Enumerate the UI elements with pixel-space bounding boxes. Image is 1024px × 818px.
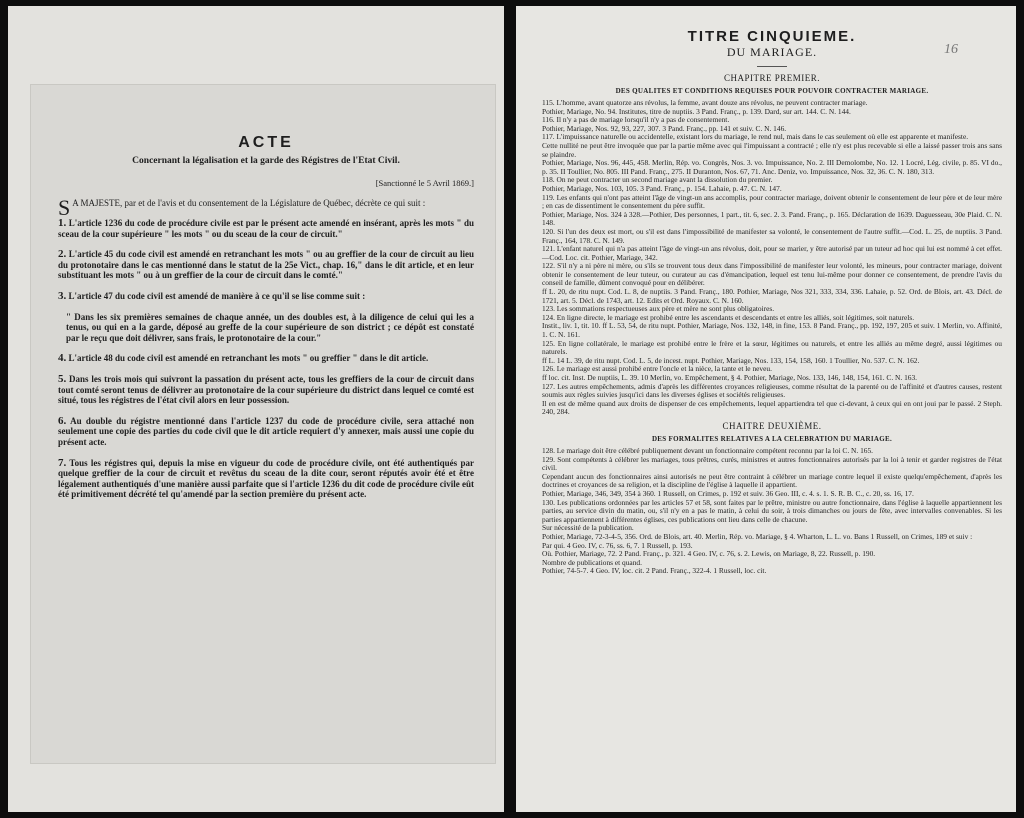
article-number: 5. (58, 372, 67, 385)
article-text: L'article 48 du code civil est amendé en retranchant les mots " ou greffier " dans le dit article. (68, 353, 429, 364)
article-number: 6. (58, 414, 67, 427)
paragraph: Pothier, Mariage, 346, 349, 354 à 360. 1 Russell, on Crimes, p. 192 et suiv. 36 Geo. III, c. 4. s. 1. S. R. B. C., c. 20, ss. 16, 17. (542, 488, 914, 498)
articles-group-1 (58, 218, 474, 302)
paragraph: 125. En ligne collatérale, le mariage est prohibé entre le frère et la sœur, légitimes ou naturels, et entre les alliés au même degré, aussi légitimes ou naturels. (542, 338, 1002, 357)
article-text: Au double du régistre mentionné dans l'article 1237 du code de procédure civile, sera attaché non seulement une copie des parties du code civil que le dit article requiert d'y annexer, mais aussi une copie du présent acte. (58, 415, 474, 447)
paragraph: 126. Le mariage est aussi prohibé entre l'oncle et la nièce, la tante et le neveu. (542, 364, 772, 374)
articles-group-2 (58, 353, 474, 500)
paragraph: 128. Le mariage doit être célébré publiquement devant un fonctionnaire compétent reconnu par la loi C. N. 165. (542, 445, 874, 455)
article (58, 416, 474, 448)
titre-subheading: DU MARIAGE. (726, 45, 818, 59)
paragraph: ff L. 14 L. 39, de ritu nupt. Cod. L. 5, de incest. nupt. Pothier, Mariage, Nos. 133, 154, 158, 160. 1 Toullier, No. 537. C. N. 162. (542, 355, 920, 365)
paragraph: Nombre de publications et quand. (542, 557, 642, 567)
paragraph: 116. Il n'y a pas de mariage lorsqu'il n'y a pas de consentement. (542, 115, 730, 125)
chapter-2-heading: CHAITRE DEUXIÈME. (722, 420, 822, 431)
paragraph: Pothier, 74-5-7. 4 Geo. IV, loc. cit. 2 Pand. Franç., 322-4. 1 Russell, loc. cit. (542, 566, 767, 576)
section-2-heading: DES FORMALITES RELATIVES A LA CELEBRATION DU MARIAGE. (651, 434, 893, 443)
article-3-quote: " Dans les six premières semaines de chaque année, un des doubles est, à la diligence de celui qui les a tenus, ou qui en a la garde, déposé au greffe de la cour supérieure de son district ; ce dépôt est constaté par le reçu que doit délivrer, sans frais, le protonotaire de la cour." (66, 311, 474, 343)
paragraph: Sur nécessité de la publication. (542, 523, 634, 533)
paragraph: Pothier, Mariage, Nos. 324 à 328.—Pothier, Des personnes, 1 part., tit. 6, sec. 2. 3. Pand. Franç., p. 165. Déclaration de 1639. Daguesseau, 30e Plaid. C. N. 148. (542, 209, 1002, 228)
sanction-date: [Sanctionné le 5 Avril 1869.] (375, 178, 474, 188)
chapter-1-heading: CHAPITRE PREMIER. (723, 73, 820, 83)
section-1-heading: DES QUALITES ET CONDITIONS REQUISES POUR POUVOIR CONTRACTER MARIAGE. (615, 87, 929, 95)
right-page (516, 6, 1016, 812)
article-number: 7. (58, 456, 67, 469)
paragraph: 123. Les sommations respectueuses aux père et mère ne sont plus obligatoires. (542, 304, 775, 314)
paragraph: 127. Les autres empêchements, admis d'après les différentes croyances religieuses, comme résultat de la parenté ou de l'affinité et d'autres causes, restent soumis aux règles suivies jusqu'ici dans les diverses églises et sociétés religieuses. (542, 381, 1002, 400)
titre-heading: TITRE CINQUIEME. (687, 28, 857, 45)
chapter-2-text (542, 447, 1002, 576)
left-page (8, 6, 504, 812)
divider (757, 66, 787, 67)
handwritten-page-number: 16 (944, 42, 958, 57)
paragraph: Cette nullité ne peut être invoquée que par la partie même avec qui l'impuissant a contracté ; elle n'y est plus recevable si elle a laissé passer trois ans sans se plaindre. (542, 140, 1002, 159)
article-number: 1. (58, 217, 67, 229)
article (58, 249, 474, 281)
paragraph: Par qui. 4 Geo. IV, c. 76, ss. 6, 7. 1 Russell, p. 193. (542, 540, 693, 550)
paragraph: Pothier, Mariage, Nos. 96, 445, 458. Merlin, Rép. vo. Congrès, Nos. 3. vo. Impuissance, No. 2. III Demolombe, No. 12. 1 Locré, Lég. civile, p. 85. VI do., p. 35. II Toullier, No. 805. III Pand. Franç., 275. II Duranton, Nos. 67, 71. Anc. Deniz, vo. Impuissance, Nos. 32, 36. C. N. 180, 313. (542, 158, 1002, 176)
article (58, 218, 474, 239)
article-number: 4. (58, 352, 67, 365)
article (58, 353, 474, 364)
paragraph: Il en est de même quand aux droits de dispenser de ces empêchements, lequel appartiendra tel que ci-devant, à ceux qui en ont joui par le passé. 2 Steph. 240, 284. (542, 398, 1002, 417)
paragraph: ff loc. cit. Inst. De nuptiis, L. 39. 10 Merlin, vo. Empêchement, § 4. Pothier, Mariage, Nos. 133, 146, 148, 154, 161. C. N. 163. (542, 373, 918, 382)
paragraph: 120. Si l'un des deux est mort, ou s'il est dans l'impossibilité de manifester sa volonté, le consentement de l'autre suffit.—Cod. L. 25, de nuptiis. 3 Pand. Franç., 164, 178. C. N. 149. (542, 226, 1002, 245)
paragraph: Pothier, Mariage, Nos. 103, 105. 3 Pand. Franç., p. 154. Lahaie, p. 47. C. N. 147. (542, 183, 782, 193)
preamble-dropcap: S (58, 195, 71, 220)
paragraph: 130. Les publications ordonnées par les articles 57 et 58, sont faites par le prêtre, ministre ou autre fonctionnaire, dans l'église à laquelle appartiennent les parties, au service divin du matin, ou, s'il n'y en a pas le matin, à celui du soir, à trois dimanches ou jours de fête, avec intervalles convenables. Si les parties appartiennent à différentes églises, ces publications ont lieu dans celle de chacune. (542, 497, 1002, 524)
paragraph: 124. En ligne directe, le mariage est prohibé entre les ascendants et descendants et entre les alliés, soit légitimes, soit naturels. (542, 312, 915, 322)
article-number: 2. (58, 248, 67, 261)
chapter-1-text (542, 99, 1002, 417)
preamble-text: A MAJESTE, par et de l'avis et du consentement de la Législature de Québec, décrète ce qui suit : (72, 198, 426, 208)
preamble (58, 195, 474, 220)
paragraph: 117. L'impuissance naturelle ou accidentelle, existant lors du mariage, le rend nul, mais dans le cas seulement où elle est apparente et manifeste. (542, 132, 969, 142)
article (58, 291, 474, 302)
article (58, 374, 474, 406)
paragraph: 118. On ne peut contracter un second mariage avant la dissolution du premier. (542, 175, 773, 185)
article-text: L'article 1236 du code de procédure civile est par le présent acte amendé en insérant, après les mots " du sceau de la cour supérieure " les mots " ou du sceau de la cour de circuit." (58, 218, 475, 239)
paragraph: 121. L'enfant naturel qui n'a pas atteint l'âge de vingt-un ans révolus, doit, pour se marier, y être autorisé par un tuteur ad hoc qui lui est nommé à cet effet.—Cod. Loc. cit. Pothier, Mariage, 342. (542, 244, 1002, 262)
article (58, 458, 474, 500)
pasted-act-sheet (30, 84, 496, 764)
paragraph: 119. Les enfants qui n'ont pas atteint l'âge de vingt-un ans accomplis, pour contracter mariage, doivent obtenir le consentement de leur père et de leur mère ; en cas de dissentiment le consentement du père suffit. (542, 192, 1002, 211)
article-text: Tous les régistres qui, depuis la mise en vigueur du code de procédure civile, ont été authentiqués par quelque greffier de la cour de circuit et revêtus du sceau de la dite cour, seront réputés avoir été et être légalement authentiqués d'une manière aussi parfaite que si l'article 1236 du dit code de procédure civile eût été primitivement décrété tel qu'amendé par la section première du présent acte. (58, 457, 474, 500)
paragraph: Cependant aucun des fonctionnaires ainsi autorisés ne peut être contraint à célébrer un mariage contre lequel il existe quelqu'empêchement, d'après les doctrines et croyances de sa religion, et la discipline de l'église à laquelle il appartient. (542, 471, 1002, 490)
act-subtitle: Concernant la légalisation et la garde des Régistres de l'Etat Civil. (132, 156, 400, 166)
paragraph: ff L. 20, de ritu nupt. Cod. L. 8, de nuptiis. 3 Pand. Franç., 180. Pothier, Mariage, Nos 321, 333, 334, 336. Lahaie, p. 52. Ord. de Blois, art. 43. Décl. de 1721, art. 5. Décl. de 1743, art. 12. Edits et Ord. Royaux. C. N. 160. (542, 287, 1002, 305)
paragraph: Pothier, Mariage, 72-3-4-5, 356. Ord. de Blois, art. 40. Merlin, Rép. vo. Mariage, § 4. Wharton, L. L. vo. Bans 1 Russell, on Crimes, 189 et suiv : (542, 531, 973, 541)
article-text: L'article 45 du code civil est amendé en retranchant les mots " ou au greffier de la cour de circuit au lieu du protonotaire dans le cas mentionné dans le statut de la 25e Vict., chap. 16," dans le dit article, et en leur substituant les mots " ou à un greffier de la cour de circuit dans le comté." (58, 249, 475, 281)
paragraph: 129. Sont compétents à célébrer les mariages, tous prêtres, curés, ministres et autres fonctionnaires autorisés par la loi à tenir et garder registres de l'état civil. (542, 454, 1002, 473)
paragraph: Où. Pothier, Mariage, 72. 2 Pand. Franç., p. 321. 4 Geo. IV, c. 76, s. 2. Lewis, on Mariage, 8, 22. Russell, p. 190. (542, 549, 876, 559)
paragraph: Instit., liv. 1, tit. 10. ff L. 53, 54, de ritu nupt. Pothier, Mariage, Nos. 132, 148, in fine, 153. 8 Pand. Franç., pp. 192, 197, 205 et suiv. 1 Merlin, vo. Affinité, 1. C. N. 161. (542, 321, 1002, 340)
article-text: Dans les trois mois qui suivront la passation du présent acte, tous les greffiers de la cour de circuit dans tout comté seront tenus de délivrer au protonotaire de la cour supérieure du district dans lequel ce comté est situé, tous les régistres de l'état civil alors en leur possession. (58, 373, 475, 406)
act-title: ACTE (238, 134, 294, 151)
paragraph: Pothier, Mariage, No. 94. Institutes, titre de nuptiis. 3 Pand. Franç., p. 139. Dard, sur art. 144. C. N. 144. (542, 106, 851, 116)
article-text: L'article 47 du code civil est amendé de manière à ce qu'il se lise comme suit : (68, 290, 366, 301)
article-number: 3. (58, 289, 67, 302)
paragraph: 115. L'homme, avant quatorze ans révolus, la femme, avant douze ans révolus, ne peuvent contracter mariage. (542, 98, 868, 107)
paragraph: Pothier, Mariage, Nos. 92, 93, 227, 307. 3 Pand. Franç., pp. 141 et suiv. C. N. 146. (542, 123, 787, 133)
paragraph: 122. S'il n'y a ni père ni mère, ou s'ils se trouvent tous deux dans l'impossibilité de manifester leur volonté, les mineurs, pour contracter mariage, doivent obtenir le consentement de leur tuteur, ou curateur au cas d'émancipation, lequel est tenu lui-même pour donner ce consentement, de prendre l'avis du conseil de famille, dûment convoqué pour en délibérer. (542, 261, 1002, 288)
